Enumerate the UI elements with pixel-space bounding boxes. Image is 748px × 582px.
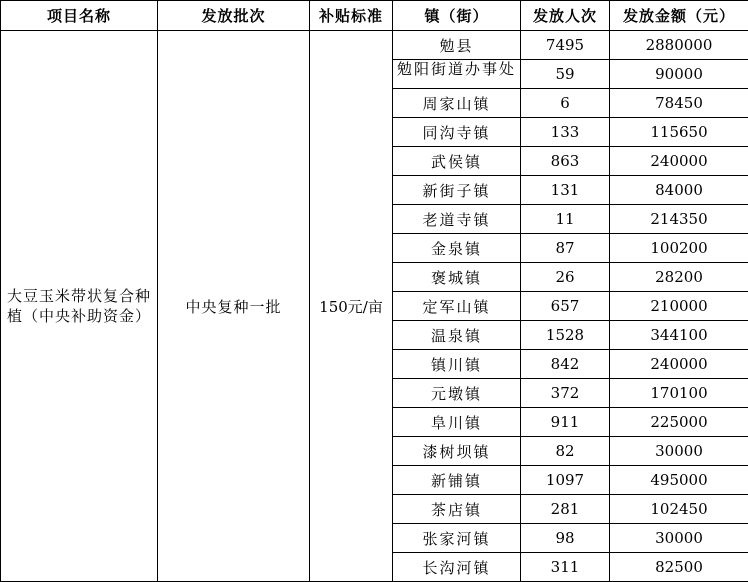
amount-cell: 30000 (610, 437, 748, 466)
count-cell: 131 (521, 176, 610, 205)
amount-cell: 240000 (610, 147, 748, 176)
standard-cell: 150元/亩 (310, 31, 393, 582)
count-cell: 311 (521, 553, 610, 582)
amount-cell: 344100 (610, 321, 748, 350)
town-cell: 新铺镇 (393, 466, 521, 495)
town-cell (393, 60, 521, 89)
amount-cell: 210000 (610, 292, 748, 321)
header-count: 发放人次 (521, 1, 610, 31)
town-cell: 武侯镇 (393, 147, 521, 176)
count-cell: 281 (521, 495, 610, 524)
amount-cell: 90000 (610, 60, 748, 89)
count-cell: 82 (521, 437, 610, 466)
town-cell: 金泉镇 (393, 234, 521, 263)
count-cell: 863 (521, 147, 610, 176)
town-cell: 周家山镇 (393, 89, 521, 118)
count-cell: 911 (521, 408, 610, 437)
header-project-name: 项目名称 (1, 1, 158, 31)
town-cell: 元墩镇 (393, 379, 521, 408)
count-cell: 133 (521, 118, 610, 147)
count-cell: 372 (521, 379, 610, 408)
project-name-cell: 大豆玉米带状复合种植（中央补助资金） (1, 31, 158, 582)
town-cell: 褒城镇 (393, 263, 521, 292)
amount-cell: 102450 (610, 495, 748, 524)
batch-cell: 中央复种一批 (158, 31, 310, 582)
count-cell: 98 (521, 524, 610, 553)
count-cell: 1097 (521, 466, 610, 495)
header-town: 镇（街） (393, 1, 521, 31)
count-cell: 657 (521, 292, 610, 321)
amount-cell: 240000 (610, 350, 748, 379)
count-cell: 7495 (521, 31, 610, 60)
table-header-row (1, 1, 748, 31)
town-cell: 漆树坝镇 (393, 437, 521, 466)
amount-cell: 28200 (610, 263, 748, 292)
town-label: 勉阳街道办事处 (393, 60, 520, 88)
amount-cell: 2880000 (610, 31, 748, 60)
table-row (1, 31, 748, 60)
town-cell: 阜川镇 (393, 408, 521, 437)
count-cell: 842 (521, 350, 610, 379)
town-cell: 镇川镇 (393, 350, 521, 379)
amount-cell: 78450 (610, 89, 748, 118)
header-amount: 发放金额（元） (610, 1, 748, 31)
town-cell: 定军山镇 (393, 292, 521, 321)
amount-cell: 30000 (610, 524, 748, 553)
amount-cell: 84000 (610, 176, 748, 205)
amount-cell: 100200 (610, 234, 748, 263)
count-cell: 6 (521, 89, 610, 118)
header-standard: 补贴标准 (310, 1, 393, 31)
town-cell: 茶店镇 (393, 495, 521, 524)
count-cell: 59 (521, 60, 610, 89)
town-cell: 老道寺镇 (393, 205, 521, 234)
amount-cell: 82500 (610, 553, 748, 582)
town-cell: 温泉镇 (393, 321, 521, 350)
town-cell: 新街子镇 (393, 176, 521, 205)
header-batch: 发放批次 (158, 1, 310, 31)
count-cell: 26 (521, 263, 610, 292)
amount-cell: 170100 (610, 379, 748, 408)
count-cell: 1528 (521, 321, 610, 350)
amount-cell: 225000 (610, 408, 748, 437)
town-cell: 张家河镇 (393, 524, 521, 553)
amount-cell: 214350 (610, 205, 748, 234)
town-cell: 同沟寺镇 (393, 118, 521, 147)
count-cell: 87 (521, 234, 610, 263)
count-cell: 11 (521, 205, 610, 234)
amount-cell: 115650 (610, 118, 748, 147)
amount-cell: 495000 (610, 466, 748, 495)
town-cell: 长沟河镇 (393, 553, 521, 582)
town-cell: 勉县 (393, 31, 521, 60)
